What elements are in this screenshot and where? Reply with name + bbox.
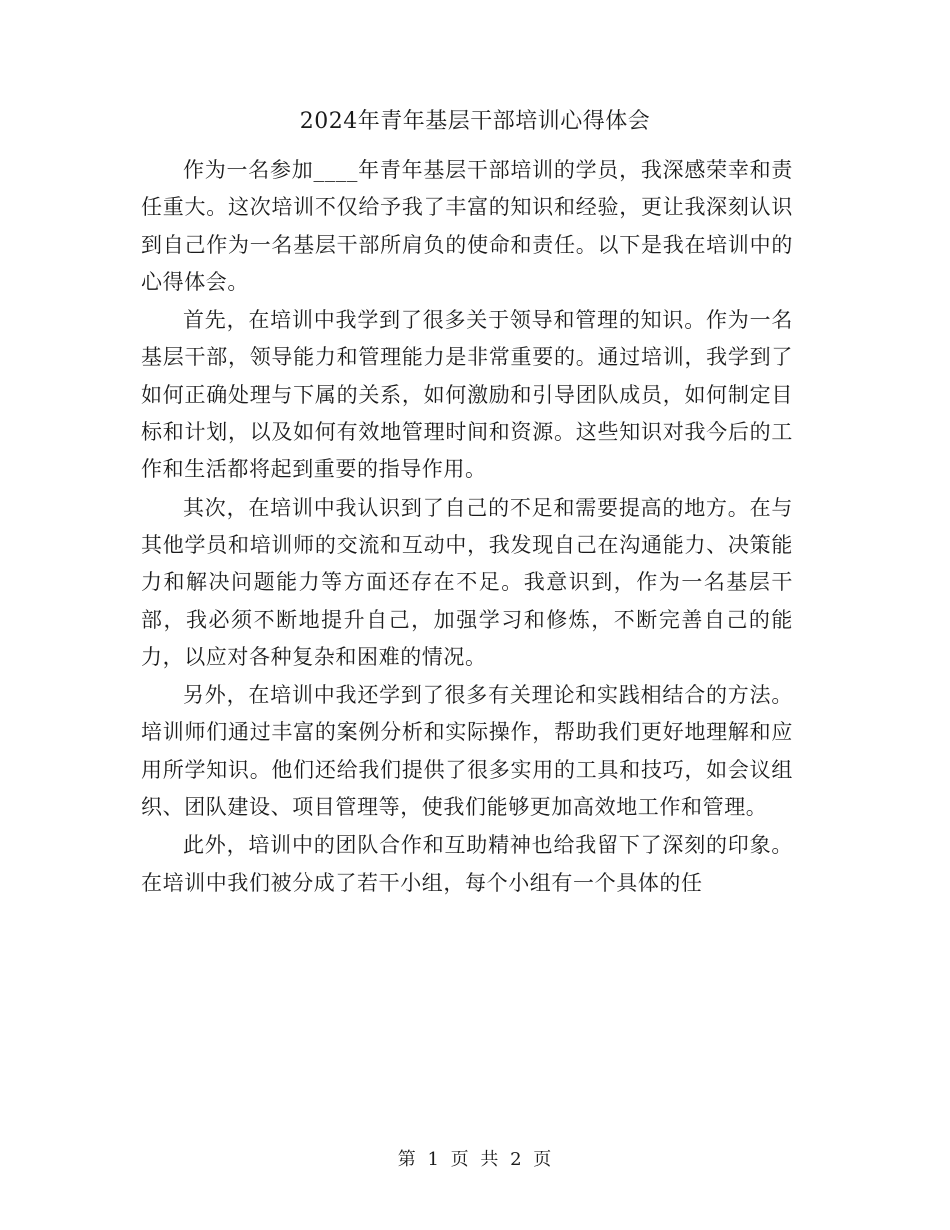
paragraph-4: 另外，在培训中我还学到了很多有关理论和实践相结合的方法。培训师们通过丰富的案例分析和实际操作，帮助我们更好地理解和应用所学知识。他们还给我们提供了很多实用的工具和技巧，如会议组织、团队建设、项目管理等，使我们能够更加高效地工作和管理。 xyxy=(141,683,793,820)
document-title: 2024年青年基层干部培训心得体会 xyxy=(299,109,651,134)
paragraph-5: 此外，培训中的团队合作和互助精神也给我留下了深刻的印象。在培训中我们被分成了若干小组，每个小组有一个具体的任 xyxy=(141,833,793,895)
paragraph-3: 其次，在培训中我认识到了自己的不足和需要提高的地方。在与其他学员和培训师的交流和互动中，我发现自己在沟通能力、决策能力和解决问题能力等方面还存在不足。我意识到，作为一名基层干部，我必须不断地提升自己，加强学习和修炼，不断完善自己的能力，以应对各种复杂和困难的情况。 xyxy=(141,495,793,669)
document-body xyxy=(141,152,793,902)
page-number-footer: 第 1 页 共 2 页 xyxy=(397,1149,553,1170)
paragraph-1: 作为一名参加____年青年基层干部培训的学员，我深感荣幸和责任重大。这次培训不仅给予我了丰富的知识和经验，更让我深刻认识到自己作为一名基层干部所肩负的使命和责任。以下是我在培训中的心得体会。 xyxy=(141,158,793,294)
paragraph-2: 首先，在培训中我学到了很多关于领导和管理的知识。作为一名基层干部，领导能力和管理能力是非常重要的。通过培训，我学到了如何正确处理与下属的关系，如何激励和引导团队成员，如何制定目标和计划，以及如何有效地管理时间和资源。这些知识对我今后的工作和生活都将起到重要的指导作用。 xyxy=(141,308,793,482)
